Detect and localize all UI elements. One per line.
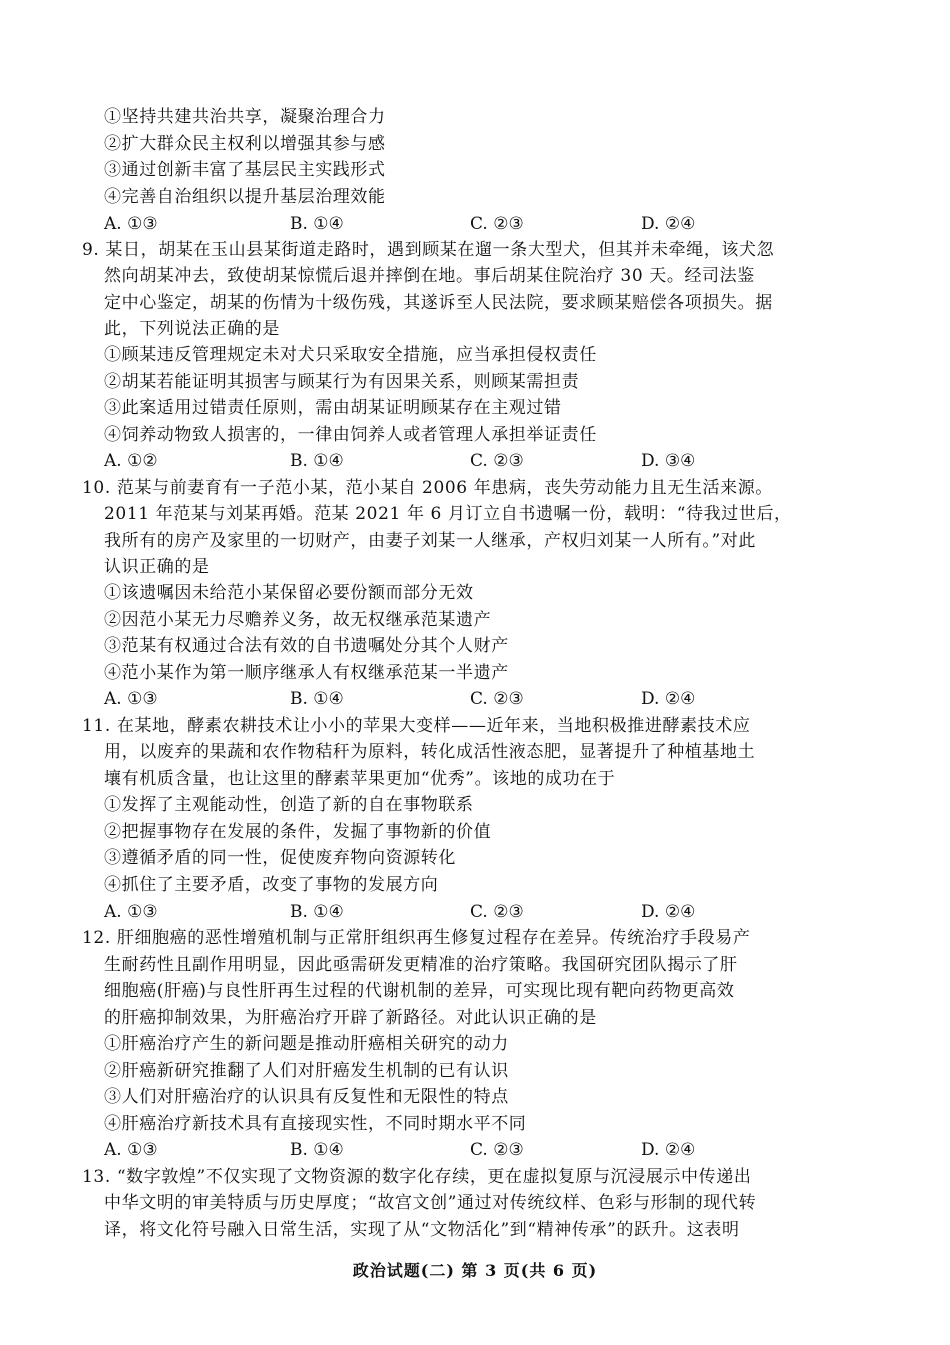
q9-option-d: D. ③④ [641,451,696,471]
q10-option-a: A. ①③ [104,689,158,709]
q9-option-a: A. ①② [104,451,158,471]
q9-item-1: ①顾某违反管理规定未对犬只采取安全措施，应当承担侵权责任 [104,345,597,365]
q12-stem-4: 的肝癌抑制效果，为肝癌治疗开辟了新路径。对此认识正确的是 [104,1008,597,1028]
q8-option-d: D. ②④ [641,214,696,234]
q10-option-c: C. ②③ [470,689,524,709]
q11-stem-3: 壤有机质含量，也让这里的酵素苹果更加“优秀”。该地的成功在于 [104,769,616,789]
q12-item-4: ④肝癌治疗新技术具有直接现实性，不同时期水平不同 [104,1114,527,1134]
q12-item-1: ①肝癌治疗产生的新问题是推动肝癌相关研究的动力 [104,1034,509,1054]
q12-stem-2: 生耐药性且副作用明显，因此亟需研发更精准的治疗策略。我国研究团队揭示了肝 [104,955,738,975]
q11-item-4: ④抓住了主要矛盾，改变了事物的发展方向 [104,875,439,895]
q12-option-d: D. ②④ [641,1140,696,1160]
q11-item-3: ③遵循矛盾的同一性，促使废弃物向资源转化 [104,848,456,868]
q8-item-4: ④完善自治组织以提升基层治理效能 [104,187,386,207]
q13-stem-3: 译，将文化符号融入日常生活，实现了从“文物活化”到“精神传承”的跃升。这表明 [104,1220,740,1240]
q9-option-c: C. ②③ [470,451,524,471]
q12-stem-1: 12. 肝细胞癌的恶性增殖机制与正常肝组织再生修复过程存在差异。传统治疗手段易产 [82,928,751,948]
q10-stem-4: 认识正确的是 [104,557,210,577]
q13-stem-1: 13. “数字敦煌”不仅实现了文物资源的数字化存续，更在虚拟复原与沉浸展示中传递出 [82,1167,752,1187]
q11-stem-2: 用，以废弃的果蔬和农作物秸秆为原料，转化成活性液态肥，显著提升了种植基地土 [104,742,756,762]
q10-stem-3: 我所有的房产及家里的一切财产，由妻子刘某一人继承，产权归刘某一人所有。”对此 [104,531,756,551]
q12-item-3: ③人们对肝癌治疗的认识具有反复性和无限性的特点 [104,1087,509,1107]
q10-item-2: ②因范小某无力尽赡养义务，故无权继承范某遗产 [104,610,492,630]
q8-item-2: ②扩大群众民主权利以增强其参与感 [104,134,386,154]
q9-option-b: B. ①④ [290,451,344,471]
q9-item-2: ②胡某若能证明其损害与顾某行为有因果关系，则顾某需担责 [104,372,580,392]
q12-option-a: A. ①③ [104,1140,158,1160]
q11-option-c: C. ②③ [470,902,524,922]
q8-option-c: C. ②③ [470,214,524,234]
q9-stem-3: 定中心鉴定，胡某的伤情为十级伤残，其遂诉至人民法院，要求顾某赔偿各项损失。据 [104,293,773,313]
q11-option-a: A. ①③ [104,902,158,922]
q10-item-3: ③范某有权通过合法有效的自书遗嘱处分其个人财产 [104,636,509,656]
q12-option-c: C. ②③ [470,1140,524,1160]
q8-option-b: B. ①④ [290,214,344,234]
q10-stem-2: 2011 年范某与刘某再婚。范某 2021 年 6 月订立自书遗嘱一份，载明：“待我过世后， [104,504,792,524]
q11-item-1: ①发挥了主观能动性，创造了新的自在事物联系 [104,795,474,815]
q8-option-a: A. ①③ [104,214,158,234]
q8-item-1: ①坚持共建共治共享，凝聚治理合力 [104,107,386,127]
q10-stem-1: 10. 范某与前妻育有一子范小某，范小某自 2006 年患病，丧失劳动能力且无生活来源。 [82,478,773,498]
page-footer: 政治试题(二) 第 3 页(共 6 页) [352,1261,598,1280]
q9-item-4: ④饲养动物致人损害的，一律由饲养人或者管理人承担举证责任 [104,425,597,445]
q12-option-b: B. ①④ [290,1140,344,1160]
q13-stem-2: 中华文明的审美特质与历史厚度；“故宫文创”通过对传统纹样、色彩与形制的现代转 [104,1193,757,1213]
q12-stem-3: 细胞癌(肝癌)与良性肝再生过程的代谢机制的差异，可实现比现有靶向药物更高效 [104,981,735,1001]
q9-stem-4: 此，下列说法正确的是 [104,319,280,339]
q12-item-2: ②肝癌新研究推翻了人们对肝癌发生机制的已有认识 [104,1061,509,1081]
q9-stem-2: 然向胡某冲去，致使胡某惊慌后退并摔倒在地。事后胡某住院治疗 30 天。经司法鉴 [104,266,755,286]
q11-item-2: ②把握事物存在发展的条件，发掘了事物新的价值 [104,822,492,842]
q11-option-d: D. ②④ [641,902,696,922]
q11-option-b: B. ①④ [290,902,344,922]
q9-item-3: ③此案适用过错责任原则，需由胡某证明顾某存在主观过错 [104,398,562,418]
q8-item-3: ③通过创新丰富了基层民主实践形式 [104,160,386,180]
q10-option-b: B. ①④ [290,689,344,709]
q10-option-d: D. ②④ [641,689,696,709]
q9-stem-1: 9. 某日，胡某在玉山县某街道走路时，遇到顾某在遛一条大型犬，但其并未牵绳，该犬忽 [82,240,775,260]
q10-item-4: ④范小某作为第一顺序继承人有权继承范某一半遗产 [104,663,509,683]
q11-stem-1: 11. 在某地，酵素农耕技术让小小的苹果大变样——近年来，当地积极推进酵素技术应 [82,716,751,736]
q10-item-1: ①该遗嘱因未给范小某保留必要份额而部分无效 [104,583,474,603]
